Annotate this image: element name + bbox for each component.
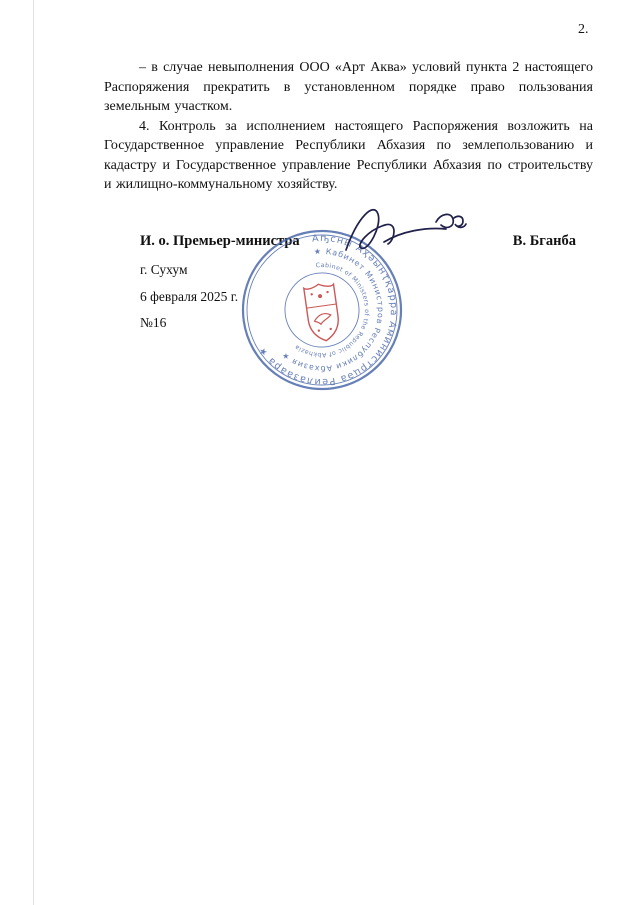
clause-paragraph: – в случае невыполнения ООО «Арт Аква» условий пункта 2 настоящего Распоряжения прекратить в установленном порядке право пользования земельным участком. [104, 60, 593, 114]
seal-middle-ring-text: ★ Кабинет Министров Республики Абхазия ★ [279, 246, 385, 374]
page-number: 2. [578, 22, 589, 37]
control-paragraph: 4. Контроль за исполнением настоящего Распоряжения возложить на Государственное управление Республики Абхазия по землепользованию и кадастру и Государственное управление Республики Абхазия по строительству и жилищно-коммунальному хозяйству. [104, 118, 593, 192]
footer-date: 6 февраля 2025 г. [140, 289, 239, 304]
document-body [104, 58, 593, 195]
footer-city: г. Сухум [140, 262, 188, 277]
seal-outer-ring-text: Аҧсны Аҳәынҭқарра Аминистрцәа Реилазаара ★ [256, 232, 400, 388]
scan-artifact-line [33, 0, 34, 905]
handwritten-signature-icon [338, 198, 474, 266]
document-number: №16 [140, 315, 167, 330]
signatory-name: В. Бганба [512, 233, 576, 249]
signatory-title: И. о. Премьер-министра [140, 233, 300, 249]
coat-of-arms-icon [304, 282, 342, 343]
seal-inner-ring-text: Cabinet of Ministers of the Republic of Abkhazia [293, 261, 370, 359]
